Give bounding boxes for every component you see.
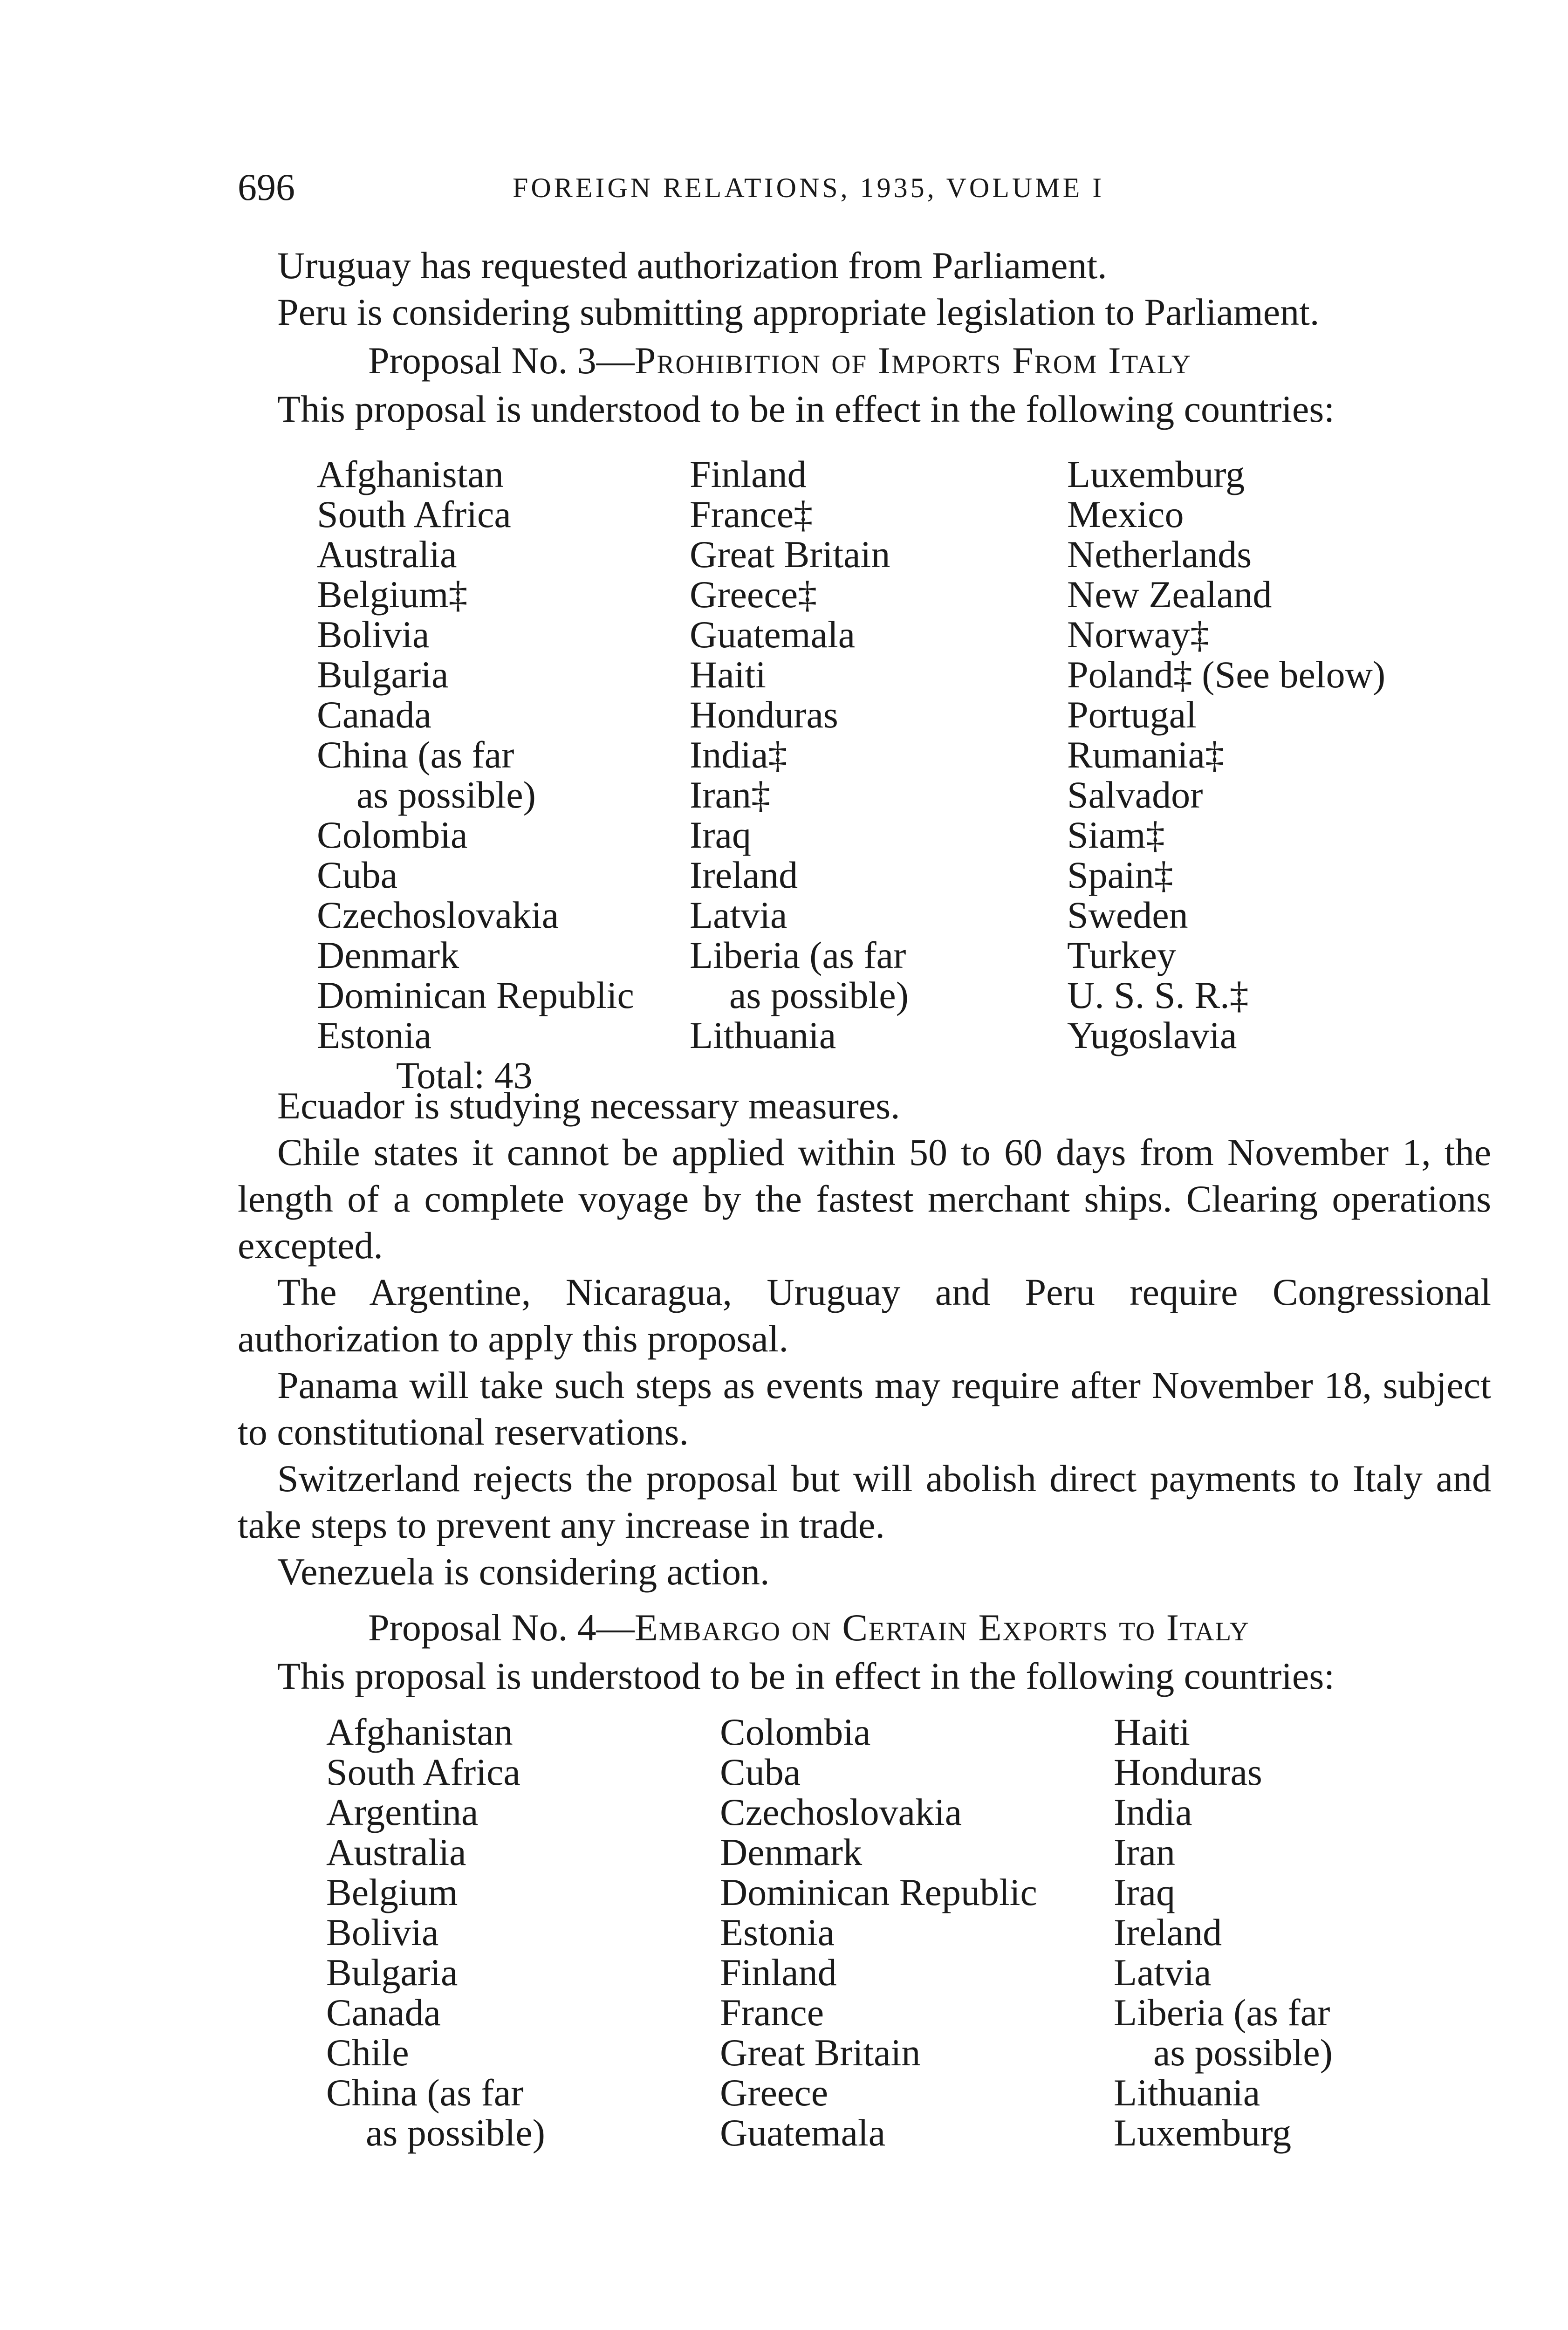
country-item: Turkey xyxy=(1067,934,1176,976)
proposal-3-intro: This proposal is understood to be in effect in the following countries: xyxy=(277,388,1335,430)
paragraph-peru: Peru is considering submitting appropriate legislation to Parliament. xyxy=(277,291,1320,333)
country-item: South Africa xyxy=(326,1751,520,1793)
country-item: Guatemala xyxy=(720,2111,886,2154)
proposal-4-title: Embargo on Certain Exports to Italy xyxy=(634,1606,1250,1649)
country-item: Estonia xyxy=(720,1911,835,1953)
country-item: Rumania‡ xyxy=(1067,733,1225,776)
proposal-4-number: Proposal No. 4— xyxy=(368,1606,635,1649)
country-item: Haiti xyxy=(1114,1711,1190,1753)
country-column-3 xyxy=(1067,451,1386,1056)
country-item: Denmark xyxy=(720,1831,863,1873)
country-item: as possible) xyxy=(356,774,536,816)
country-item: Great Britain xyxy=(690,533,890,576)
page-number: 696 xyxy=(238,166,295,208)
country-item: France xyxy=(720,1991,824,2034)
country-item: Siam‡ xyxy=(1067,814,1165,856)
country-item: Canada xyxy=(326,1991,441,2034)
country-item: Dominican Republic xyxy=(720,1871,1037,1913)
country-item: Mexico xyxy=(1067,493,1184,535)
country-item: as possible) xyxy=(1153,2031,1333,2074)
country-item: Bolivia xyxy=(326,1911,439,1953)
country-item: Yugoslavia xyxy=(1067,1014,1237,1056)
country-item: Australia xyxy=(326,1831,466,1873)
country-item: Finland xyxy=(690,453,807,495)
country-item: Czechoslovakia xyxy=(317,894,559,936)
country-item: Poland‡ (See below) xyxy=(1067,653,1386,696)
country-item: Iran‡ xyxy=(690,774,771,816)
country-item: Canada xyxy=(317,693,431,736)
country-item: Chile xyxy=(326,2031,409,2074)
country-item: Spain‡ xyxy=(1067,854,1173,896)
country-item: Cuba xyxy=(317,854,398,896)
running-head: FOREIGN RELATIONS, 1935, VOLUME I xyxy=(513,172,1105,203)
country-item: Guatemala xyxy=(690,613,856,656)
country-item: Honduras xyxy=(1114,1751,1262,1793)
country-column-3 xyxy=(1114,1709,1333,2154)
country-item: Dominican Republic xyxy=(317,974,634,1016)
proposal-4-country-list xyxy=(238,1709,1491,2154)
proposal-3-number: Proposal No. 3— xyxy=(368,339,635,382)
proposal-3-total: Total: 43 xyxy=(396,1054,533,1096)
country-item: Iran xyxy=(1114,1831,1176,1873)
country-item: Luxemburg xyxy=(1067,453,1245,495)
proposal-3-heading xyxy=(238,337,1491,384)
country-item: Colombia xyxy=(317,814,468,856)
country-item: France‡ xyxy=(690,493,813,535)
country-item: New Zealand xyxy=(1067,573,1272,616)
country-item: as possible) xyxy=(366,2111,545,2154)
country-item: China (as far xyxy=(326,2071,524,2114)
paragraph-uruguay: Uruguay has requested authorization from Parliament. xyxy=(277,244,1107,287)
country-item: Belgium‡ xyxy=(317,573,468,616)
country-column-1 xyxy=(317,451,634,1056)
country-item: Latvia xyxy=(690,894,787,936)
country-item: Greece‡ xyxy=(690,573,817,616)
paragraph-argentine: The Argentine, Nicaragua, Uruguay and Peru require Congressional authorization to apply this proposal. xyxy=(238,1271,1491,1360)
page-header xyxy=(238,165,1335,217)
country-item: Cuba xyxy=(720,1751,801,1793)
country-item: Iraq xyxy=(1114,1871,1176,1913)
paragraph-venezuela: Venezuela is considering action. xyxy=(277,1550,770,1593)
proposal-3-country-list xyxy=(238,451,1491,1096)
country-column-2 xyxy=(690,451,909,1056)
country-item: Latvia xyxy=(1114,1951,1212,1994)
country-item: India‡ xyxy=(690,733,787,776)
paragraph-switzerland: Switzerland rejects the proposal but will abolish direct payments to Italy and take steps to prevent any increase in trade. xyxy=(238,1457,1491,1546)
country-item: Sweden xyxy=(1067,894,1188,936)
country-item: Ireland xyxy=(1114,1911,1222,1953)
country-item: Luxemburg xyxy=(1114,2111,1292,2154)
country-item: Australia xyxy=(317,533,457,576)
paragraph-panama: Panama will take such steps as events may require after November 18, subject to constitutional reservations. xyxy=(238,1364,1491,1453)
country-item: Belgium xyxy=(326,1871,458,1913)
country-item: Haiti xyxy=(690,653,766,696)
proposal-4-heading xyxy=(238,1604,1491,1651)
proposal-4-intro: This proposal is understood to be in effect in the following countries: xyxy=(277,1655,1335,1697)
country-item: U. S. S. R.‡ xyxy=(1067,974,1249,1016)
paragraph-chile: Chile states it cannot be applied within 50 to 60 days from November 1, the length of a complete voyage by the fastest merchant ships. Clearing operations excepted. xyxy=(238,1131,1491,1267)
country-item: Estonia xyxy=(317,1014,431,1056)
proposal-3-title: Prohibition of Imports From Italy xyxy=(634,339,1192,382)
country-item: Colombia xyxy=(720,1711,871,1753)
country-item: Bulgaria xyxy=(326,1951,458,1994)
country-item: Ireland xyxy=(690,854,798,896)
country-item: Liberia (as far xyxy=(690,934,906,976)
country-column-2 xyxy=(720,1709,1037,2154)
country-item: Great Britain xyxy=(720,2031,921,2074)
country-item: Norway‡ xyxy=(1067,613,1210,656)
country-item: Lithuania xyxy=(690,1014,836,1056)
country-item: Afghanistan xyxy=(317,453,504,495)
country-item: Bolivia xyxy=(317,613,430,656)
country-item: Czechoslovakia xyxy=(720,1791,962,1833)
country-item: India xyxy=(1114,1791,1192,1833)
country-item: Finland xyxy=(720,1951,837,1994)
country-item: Portugal xyxy=(1067,693,1197,736)
paragraph-ecuador: Ecuador is studying necessary measures. xyxy=(277,1084,900,1127)
country-item: Salvador xyxy=(1067,774,1203,816)
country-item: as possible) xyxy=(729,974,909,1016)
country-item: China (as far xyxy=(317,733,514,776)
country-item: Bulgaria xyxy=(317,653,449,696)
country-column-1 xyxy=(326,1709,545,2154)
country-item: Iraq xyxy=(690,814,752,856)
country-item: Greece xyxy=(720,2071,829,2114)
page-body xyxy=(238,242,1491,2154)
country-item: Lithuania xyxy=(1114,2071,1260,2114)
country-item: Honduras xyxy=(690,693,838,736)
country-item: Afghanistan xyxy=(326,1711,513,1753)
country-item: Liberia (as far xyxy=(1114,1991,1330,2034)
country-item: South Africa xyxy=(317,493,511,535)
country-item: Argentina xyxy=(326,1791,479,1833)
country-item: Netherlands xyxy=(1067,533,1252,576)
country-item: Denmark xyxy=(317,934,459,976)
